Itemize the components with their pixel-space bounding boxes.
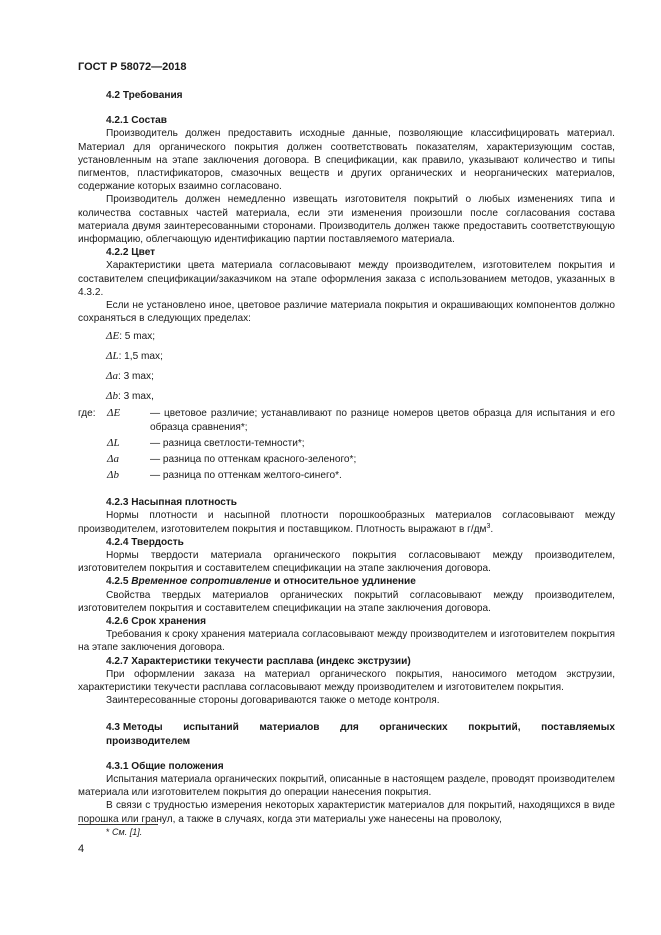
footnote: * См. [1].	[106, 827, 143, 837]
paragraph: Требования к сроку хранения материала согласовывают между производителем и изготовителем покрытия на этапе заключения договора.	[78, 629, 615, 654]
where-symbol: Δb	[107, 468, 119, 481]
where-text: — разница по оттенкам красного-зеленого*;	[150, 453, 357, 465]
where-list	[78, 407, 615, 482]
section-4-2-title: 4.2 Требования	[106, 90, 183, 101]
formula-list	[78, 329, 615, 404]
paragraph: Характеристики цвета материала согласовывают между производителем, изготовителем покрытия и составителем спецификации/заказчиком на этапе оформления заказа с использованием методов, указанных в 4.3.2.	[78, 260, 615, 298]
paragraph: В связи с трудностью измерения некоторых характеристик материалов для покрытий, находящихся в виде порошка или гранул, а также в случаях, когда эти материалы уже нанесены на проволоку,	[78, 800, 615, 825]
where-item	[78, 407, 615, 434]
formula-symbol: Δb	[106, 389, 118, 402]
section-4-2-6-title: 4.2.6 Срок хранения	[106, 615, 207, 627]
where-label: где:	[78, 408, 96, 420]
formula-value: : 3 max;	[117, 371, 154, 383]
footnote-divider	[78, 824, 158, 825]
paragraph: Нормы плотности и насыпной плотности порошкообразных материалов согласовывают между производителем, изготовителем покрытия и поставщиком. Плотность выражают в $г/дм^3$.	[78, 510, 615, 535]
section-4-3-title: 4.3 Методы испытаний материалов для органических покрытий, поставляемых производителем	[106, 722, 615, 747]
formula-symbol: ΔL	[106, 350, 119, 363]
paragraph: Если не установлено иное, цветовое различие материала покрытия и окрашивающих компонентов должно сохраняться в следующих пределах:	[78, 300, 615, 325]
where-text: — цветовое различие; устанавливают по разнице номеров цветов образца для испытания и его образца сравнения*;	[150, 408, 615, 433]
section-4-3-1-title: 4.3.1 Общие положения	[106, 760, 224, 772]
page-number: 4	[78, 843, 85, 855]
where-symbol: Δa	[107, 452, 119, 465]
formula-item	[106, 329, 615, 345]
formula-symbol: Δa	[106, 370, 118, 383]
superscript: 3	[486, 522, 491, 530]
section-4-2-7-title: 4.2.7 Характеристики текучести расплава (индекс экструзии)	[106, 655, 411, 667]
document-body	[78, 89, 615, 826]
where-text: — разница по оттенкам желтого-синего*.	[150, 469, 342, 481]
formula-value: : 5 max;	[119, 331, 156, 343]
formula-value: : 3 max,	[117, 390, 154, 402]
section-4-2-5-title: 4.2.5 Временное сопротивление и относительное удлинение	[106, 576, 416, 588]
formula-item	[106, 369, 615, 385]
where-symbol: ΔL	[107, 436, 120, 449]
where-text: — разница светлости-темности*;	[150, 437, 305, 449]
section-4-2-1-title: 4.2.1 Состав	[106, 115, 167, 127]
paragraph: При оформлении заказа на материал органического покрытия, наносимого методом экструзии, характеристики текучести расплава согласовывают между производителем и изготовителем покрытия.	[78, 668, 615, 693]
formula-item	[106, 349, 615, 365]
paragraph: Свойства твердых материалов органических покрытий согласовывают между производителем, изготовителем покрытия и составителем спецификации на этапе заключения договора.	[78, 589, 615, 614]
where-symbol: ΔE	[107, 407, 121, 420]
paragraph: Нормы твердости материала органического покрытия согласовывают между производителем, изготовителем покрытия и составителем спецификации на этапе заключения договора.	[78, 549, 615, 575]
where-item	[78, 469, 615, 483]
paragraph: Заинтересованные стороны договариваются также о методе контроля.	[106, 695, 440, 707]
paragraph: Производитель должен предоставить исходные данные, позволяющие классифицировать материал. Материал для органического покрытия должен соответствовать показателям, характеризующим состав, установленным на этапе заключения договора. В спецификации, как правило, указывают количество и типы пигментов, пластификаторов, смазочных веществ и других органических и неорганических материалов, содержание которых взаимно согласовано.	[78, 128, 615, 193]
where-item	[78, 437, 615, 451]
section-4-2-4-title: 4.2.4 Твердость	[106, 536, 184, 548]
paragraph: Испытания материала органических покрытий, описанные в настоящем разделе, проводят производителем материала или изготовителем покрытия до операции нанесения покрытия.	[78, 774, 615, 799]
section-4-2-2-title: 4.2.2 Цвет	[106, 247, 156, 259]
paragraph: Производитель должен немедленно извещать изготовителя покрытий о любых изменениях типа и количества составных частей материала, если эти изменения произошли после согласования состава материала двумя заинтересованными сторонами. Производитель должен также предоставить соответствующую информацию, облегчающую идентификацию партии поставляемого материала.	[78, 194, 615, 246]
document-header: ГОСТ Р 58072—2018	[78, 61, 187, 73]
formula-symbol: ΔE	[106, 330, 120, 343]
section-4-2-3-title: 4.2.3 Насыпная плотность	[106, 497, 238, 509]
formula-value: : 1,5 max;	[118, 351, 163, 363]
where-item	[78, 453, 615, 467]
formula-item	[106, 389, 615, 405]
